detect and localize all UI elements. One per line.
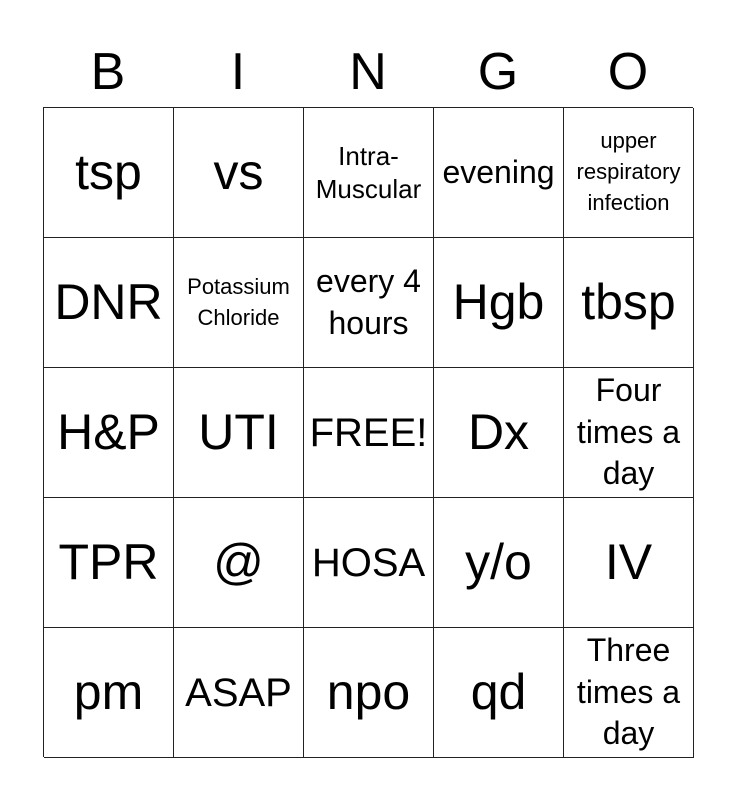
cell-text: UTI bbox=[198, 404, 279, 460]
cell-text: vs bbox=[213, 144, 264, 200]
free-space-cell[interactable] bbox=[304, 368, 434, 498]
cell-text: upper respiratory infection bbox=[576, 128, 681, 215]
cell-text: every 4 hours bbox=[316, 262, 421, 341]
bingo-board bbox=[43, 107, 693, 757]
bingo-cell[interactable] bbox=[564, 628, 694, 758]
cell-text: npo bbox=[326, 664, 411, 720]
bingo-cell[interactable] bbox=[434, 498, 564, 628]
bingo-cell[interactable] bbox=[44, 368, 174, 498]
cell-text: H&P bbox=[57, 404, 160, 460]
bingo-cell[interactable] bbox=[174, 108, 304, 238]
bingo-cell[interactable] bbox=[564, 108, 694, 238]
cell-text: Four times a day bbox=[576, 372, 681, 492]
cell-text: TPR bbox=[58, 534, 159, 590]
cell-text: IV bbox=[604, 534, 653, 590]
bingo-cell[interactable] bbox=[304, 628, 434, 758]
header-letter-b: B bbox=[90, 43, 126, 101]
cell-text: HOSA bbox=[311, 540, 426, 585]
bingo-header bbox=[43, 42, 693, 102]
free-space-label: FREE! bbox=[309, 410, 428, 455]
cell-text: Dx bbox=[467, 404, 530, 460]
cell-text: @ bbox=[213, 534, 264, 590]
cell-text: y/o bbox=[465, 534, 532, 590]
cell-text: Potassium Chloride bbox=[187, 273, 290, 330]
bingo-cell[interactable] bbox=[174, 238, 304, 368]
cell-text: Hgb bbox=[452, 274, 545, 330]
bingo-cell[interactable] bbox=[304, 498, 434, 628]
bingo-cell[interactable] bbox=[44, 498, 174, 628]
bingo-cell[interactable] bbox=[434, 368, 564, 498]
cell-text: DNR bbox=[54, 274, 163, 330]
bingo-cell[interactable] bbox=[44, 108, 174, 238]
bingo-cell[interactable] bbox=[174, 628, 304, 758]
bingo-cell[interactable] bbox=[304, 238, 434, 368]
cell-text: tsp bbox=[75, 144, 142, 200]
cell-text: pm bbox=[73, 664, 144, 720]
cell-text: ASAP bbox=[185, 670, 292, 715]
cell-text: evening bbox=[442, 153, 555, 190]
bingo-cell[interactable] bbox=[174, 368, 304, 498]
bingo-cell[interactable] bbox=[434, 108, 564, 238]
bingo-cell[interactable] bbox=[564, 238, 694, 368]
bingo-cell[interactable] bbox=[44, 238, 174, 368]
cell-text: Intra- Muscular bbox=[315, 141, 422, 204]
cell-text: Three times a day bbox=[576, 632, 681, 752]
header-letter-o: O bbox=[607, 43, 649, 101]
header-letter-n: N bbox=[349, 43, 387, 101]
bingo-cell[interactable] bbox=[434, 628, 564, 758]
bingo-cell[interactable] bbox=[174, 498, 304, 628]
bingo-cell[interactable] bbox=[564, 368, 694, 498]
header-letter-i: I bbox=[230, 43, 246, 101]
cell-text: tbsp bbox=[581, 274, 676, 330]
bingo-cell[interactable] bbox=[304, 108, 434, 238]
header-letter-g: G bbox=[477, 43, 519, 101]
bingo-cell[interactable] bbox=[434, 238, 564, 368]
bingo-cell[interactable] bbox=[564, 498, 694, 628]
bingo-cell[interactable] bbox=[44, 628, 174, 758]
cell-text: qd bbox=[470, 664, 527, 720]
